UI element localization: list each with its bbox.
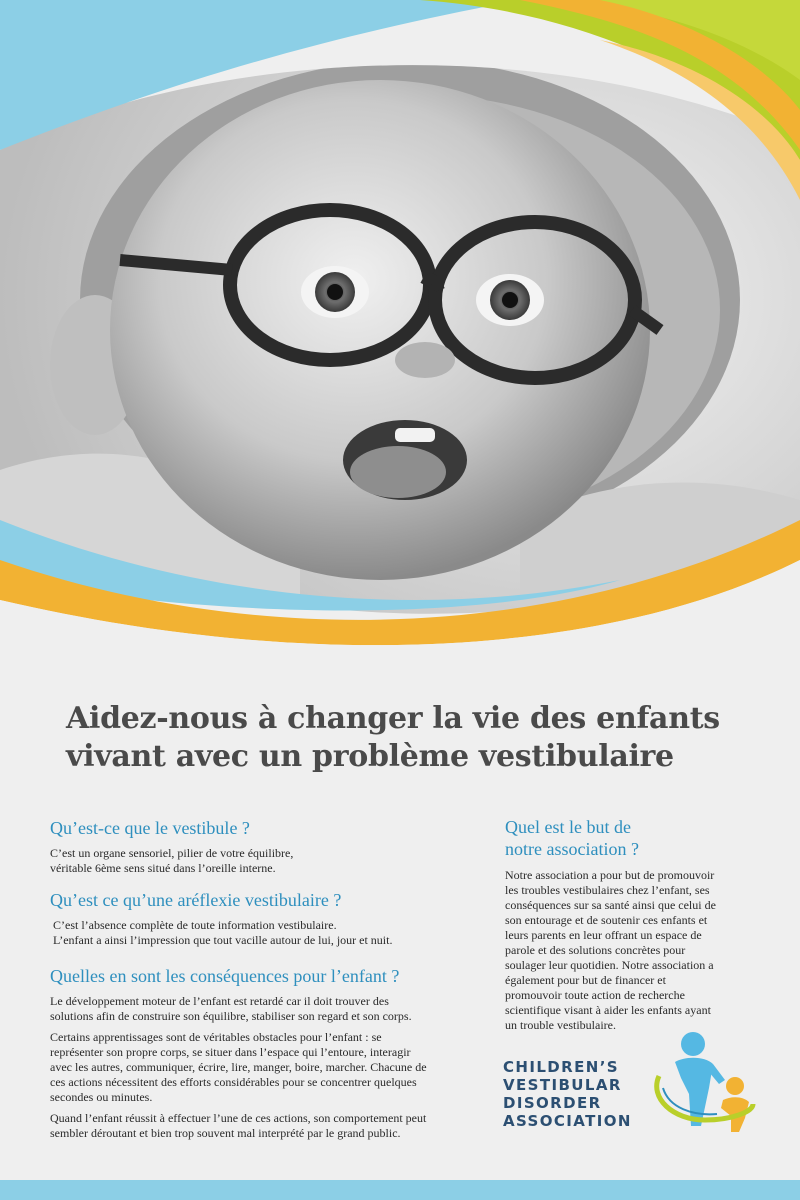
answer-line: Le développement moteur de l’enfant est retardé car il doit trouver des [50, 994, 389, 1008]
answer-line: un trouble vestibulaire. [505, 1018, 616, 1032]
question-areflexie: Qu’est ce qu’une aréflexie vestibulaire ? [50, 890, 342, 910]
paragraph [50, 994, 470, 1024]
answer-line: ces actions nécessitent des efforts considérables pour se concentrer quelques [50, 1075, 417, 1089]
answer-line: véritable 6ème sens situé dans l’oreille interne. [50, 861, 276, 875]
question-line: notre association ? [505, 839, 639, 859]
answer-line: représenter son propre corps, se situer dans l’espace qui l’entoure, interagir [50, 1045, 411, 1059]
answer-line: Quand l’enfant réussit à effectuer l’une de ces actions, son comportement peut [50, 1111, 427, 1125]
association-logo [503, 1028, 763, 1138]
logo-wordmark [503, 1058, 632, 1130]
answer-areflexie [50, 918, 470, 948]
right-column [505, 816, 767, 1033]
question-consequences: Quelles en sont les conséquences pour l’enfant ? [50, 966, 400, 986]
paragraph [50, 1111, 470, 1141]
footer-band [0, 1180, 800, 1200]
headline-line-2: vivant avec un problème vestibulaire [66, 739, 674, 774]
answer-line: soulager leur quotidien. Notre association a [505, 958, 714, 972]
answer-line: également pour but de financer et [505, 973, 666, 987]
left-column [50, 816, 470, 1141]
answer-vestibule [50, 846, 470, 876]
answer-consequences [50, 994, 470, 1141]
answer-line: conséquences sur sa santé ainsi que celui de [505, 898, 716, 912]
answer-line: Certains apprentissages sont de véritables obstacles pour l’enfant : se [50, 1030, 382, 1044]
answer-line: secondes ou minutes. [50, 1090, 153, 1104]
question-vestibule: Qu’est-ce que le vestibule ? [50, 818, 250, 838]
answer-line: avec les autres, communiquer, écrire, lire, manger, boire, marcher. Chacune de [50, 1060, 427, 1074]
answer-line: son entourage et de soutenir ces enfants et [505, 913, 708, 927]
logo-line: ASSOCIATION [503, 1112, 632, 1130]
answer-line: sembler déroutant et bien trop souvent mal interprété par le grand public. [50, 1126, 401, 1140]
paragraph [50, 1030, 470, 1105]
question-line: Quel est le but de [505, 817, 631, 837]
answer-line: parole et des solutions concrètes pour [505, 943, 686, 957]
answer-line: C’est l’absence complète de toute information vestibulaire. [53, 918, 337, 932]
answer-line: promouvoir toute action de recherche [505, 988, 685, 1002]
answer-line: L’enfant a ainsi l’impression que tout vacille autour de lui, jour et nuit. [53, 933, 393, 947]
answer-line: solutions afin de construire son équilibre, stabiliser son regard et son corps. [50, 1009, 412, 1023]
logo-line: VESTIBULAR [503, 1076, 622, 1094]
headline [66, 700, 766, 776]
logo-line: DISORDER [503, 1094, 602, 1112]
answer-line: C’est un organe sensoriel, pilier de votre équilibre, [50, 846, 294, 860]
answer-but [505, 868, 767, 1033]
answer-line: leurs parents en leur offrant un espace de [505, 928, 702, 942]
logo-line: CHILDREN’S [503, 1058, 620, 1076]
answer-line: Notre association a pour but de promouvoir [505, 868, 715, 882]
question-but [505, 816, 767, 860]
family-figures-icon [653, 1028, 758, 1138]
headline-line-1: Aidez-nous à changer la vie des enfants [66, 701, 720, 736]
answer-line: scientifique visant à aider les enfants ayant [505, 1003, 711, 1017]
answer-line: les troubles vestibulaires chez l’enfant, ses [505, 883, 710, 897]
